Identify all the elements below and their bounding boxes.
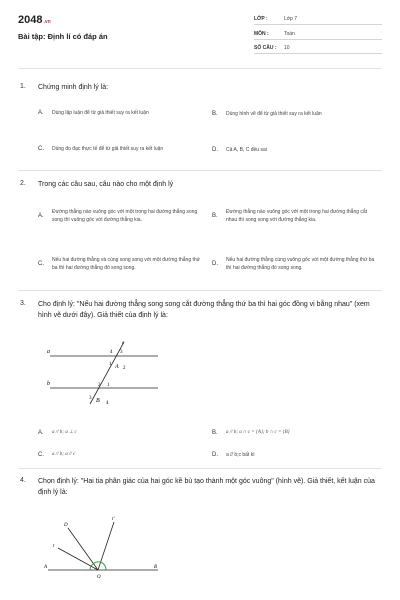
meta-row-count	[254, 42, 382, 54]
label-point-a: A	[44, 565, 48, 570]
option-letter: D.	[212, 147, 218, 153]
page-title: Bài tập: Định lí có đáp án	[18, 32, 108, 41]
label-ray-t-prime: t'	[112, 517, 115, 522]
label-point-o: O	[97, 575, 101, 580]
question-text: Trong các câu sau, câu nào cho một định lý	[38, 181, 174, 188]
meta-label: MÔN :	[254, 31, 269, 37]
option-letter: A.	[38, 430, 44, 436]
divider	[18, 290, 382, 291]
label-b: b	[47, 381, 50, 387]
option-letter: C.	[38, 146, 44, 152]
option-3d[interactable]	[212, 450, 387, 460]
meta-label: SỐ CÂU :	[254, 45, 277, 51]
option-text: Cả A, B, C đều sai	[226, 147, 267, 153]
option-letter: D.	[212, 452, 218, 458]
option-text: a // b;c bất kì	[226, 452, 255, 458]
option-text: Dùng đo đạc thực tế để từ giả thiết suy ra kết luận	[52, 146, 164, 152]
option-2d[interactable]	[212, 246, 384, 282]
site-logo[interactable]	[18, 14, 51, 26]
option-2b[interactable]	[212, 202, 384, 230]
angle-label-b3: 3	[89, 396, 92, 401]
angle-bisector-figure	[40, 512, 170, 584]
meta-label: LỚP :	[254, 16, 268, 22]
option-1b[interactable]	[212, 109, 387, 119]
ray-bisector	[58, 548, 98, 570]
option-letter: C.	[38, 452, 44, 458]
option-text: Nếu hai đường thẳng cùng vuông góc với một đường thẳng thứ ba thì hai đường thẳng đó song song.	[226, 257, 375, 271]
option-letter: A.	[38, 213, 44, 219]
option-3b[interactable]	[212, 428, 387, 438]
option-1d[interactable]	[212, 145, 387, 155]
option-text: a // b; a ∩ c = {A}; b ∩ c = {B}	[226, 430, 290, 435]
option-text: Đường thẳng nào vuông góc với một trong hai đường thẳng song song thì vuông góc với đường thẳng kia.	[52, 209, 198, 223]
option-text: Đường thẳng nào vuông góc với một trong hai đường thẳng cắt nhau thì song song với đường thẳng kia.	[226, 209, 368, 223]
option-1c[interactable]	[38, 140, 208, 158]
meta-row-class	[254, 13, 382, 25]
option-letter: A.	[38, 110, 44, 116]
angle-label-b4: 4	[106, 401, 109, 406]
label-ray-t: t	[53, 544, 55, 549]
angle-label-b1: 1	[107, 383, 110, 388]
option-3a[interactable]	[38, 428, 208, 438]
arc-right	[100, 562, 106, 570]
label-point-b: B	[154, 565, 158, 570]
question-text: Cho định lý: "Nếu hai đường thẳng song song cắt đường thẳng thứ ba thì hai góc đồng vị bằng nhau" (xem hình vẽ dưới đây). Giả thiết của định lý là:	[38, 301, 370, 319]
document-header	[0, 0, 400, 64]
line-c	[90, 342, 124, 404]
question-number: 3.	[20, 300, 26, 307]
option-letter: C.	[38, 261, 44, 267]
angle-label-a1: 1	[109, 362, 112, 367]
divider	[18, 170, 382, 171]
option-2a[interactable]	[38, 202, 208, 230]
option-text: Dùng lập luận để từ giả thiết suy ra kết luận	[52, 110, 149, 116]
arc-middle	[93, 562, 100, 564]
meta-value: Toán	[284, 31, 295, 37]
option-letter: B.	[212, 213, 218, 219]
option-1a[interactable]	[38, 104, 208, 122]
meta-row-subject	[254, 28, 382, 40]
option-letter: B.	[212, 111, 218, 117]
option-letter: B.	[212, 430, 218, 436]
label-c: c	[122, 341, 125, 346]
option-text: Dùng hình vẽ để từ giả thiết suy ra kết luận	[226, 111, 322, 117]
meta-value: 10	[284, 45, 290, 51]
meta-value: Lớp 7	[284, 16, 298, 22]
angle-label-a2: 2	[123, 366, 126, 371]
option-text: a // b; a // c	[52, 452, 76, 457]
brand-name: 2048	[18, 14, 43, 26]
option-text: a // b; a ⊥ c	[52, 430, 77, 435]
label-a: a	[47, 349, 50, 355]
label-point-a: A	[115, 364, 119, 370]
option-2c[interactable]	[38, 246, 208, 282]
angle-label-a3: 3	[120, 350, 123, 355]
angle-label-b2: 2	[98, 383, 101, 388]
option-text: Nếu hai đường thẳng và cùng song song với một đường thẳng thứ ba thì hai đường thẳng đó song song.	[52, 257, 201, 271]
label-point-d: D	[64, 523, 68, 528]
ray-t-prime	[98, 522, 114, 570]
question-text: Chứng minh định lý là:	[38, 84, 109, 91]
angle-label-a4: 4	[110, 350, 113, 355]
option-3c[interactable]	[38, 450, 208, 460]
label-point-b: B	[96, 398, 100, 404]
divider	[18, 68, 382, 69]
question-number: 2.	[20, 180, 26, 187]
question-number: 4.	[20, 477, 26, 484]
brand-suffix: .vn	[43, 19, 51, 25]
option-letter: D.	[212, 261, 218, 267]
parallel-lines-figure	[38, 338, 178, 408]
question-number: 1.	[20, 83, 26, 90]
question-text: Chọn định lý: "Hai tia phân giác của hai góc kề bù tạo thành một góc vuông" (hình vẽ). Giả thiết, kết luận của định lý là:	[38, 478, 375, 496]
divider	[18, 468, 382, 469]
